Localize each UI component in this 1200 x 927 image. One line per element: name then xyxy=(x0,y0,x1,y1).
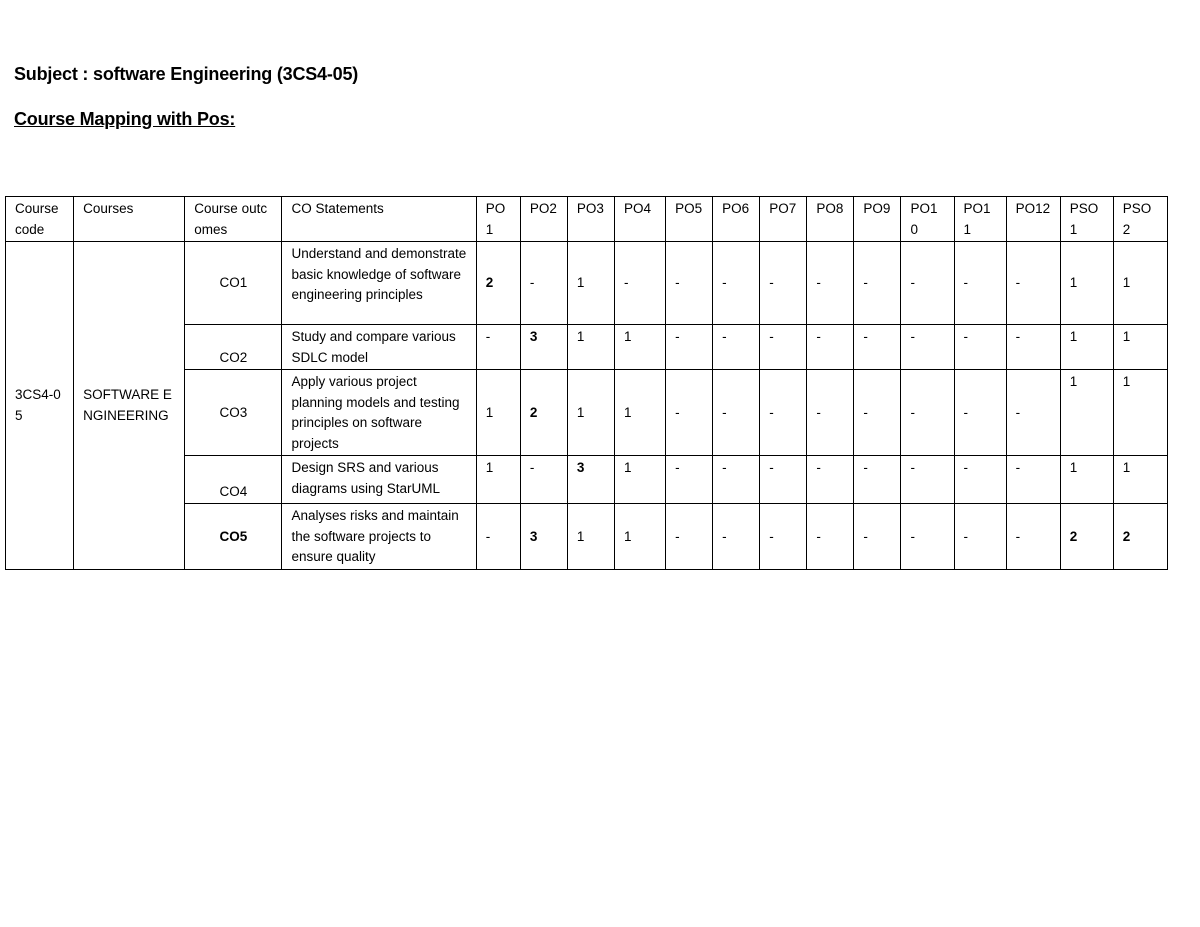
po1-cell: 1 xyxy=(476,456,520,504)
po4-cell: - xyxy=(615,242,666,325)
po10-cell: - xyxy=(901,456,954,504)
po5-cell: - xyxy=(666,242,713,325)
po1-cell: 1 xyxy=(476,370,520,456)
statement-cell: Design SRS and various diagrams using StarUML xyxy=(282,456,476,504)
statement-cell: Understand and demonstrate basic knowledge of software engineering principles xyxy=(282,242,476,325)
header-row xyxy=(6,197,1168,242)
po5-cell: - xyxy=(666,504,713,570)
outcome-cell: CO4 xyxy=(185,456,282,504)
po2-cell: - xyxy=(520,456,567,504)
po5-cell: - xyxy=(666,370,713,456)
header-po2: PO2 xyxy=(520,197,567,242)
po3-cell: 3 xyxy=(567,456,614,504)
header-po1: PO1 xyxy=(476,197,520,242)
po4-cell: 1 xyxy=(615,504,666,570)
header-po6: PO6 xyxy=(713,197,760,242)
po3-cell: 1 xyxy=(567,370,614,456)
course-mapping-table xyxy=(5,196,1168,570)
pso2-cell: 1 xyxy=(1113,242,1167,325)
outcome-cell: CO3 xyxy=(185,370,282,456)
pso1-cell: 1 xyxy=(1060,456,1113,504)
header-po5: PO5 xyxy=(666,197,713,242)
po7-cell: - xyxy=(760,456,807,504)
po10-cell: - xyxy=(901,242,954,325)
header-po11: PO11 xyxy=(954,197,1006,242)
po12-cell: - xyxy=(1006,242,1060,325)
outcome-cell: CO1 xyxy=(185,242,282,325)
po2-cell: 2 xyxy=(520,370,567,456)
po3-cell: 1 xyxy=(567,504,614,570)
header-po10: PO10 xyxy=(901,197,954,242)
po4-cell: 1 xyxy=(615,456,666,504)
header-course-outcomes: Course outcomes xyxy=(185,197,282,242)
po1-cell: - xyxy=(476,504,520,570)
po11-cell: - xyxy=(954,504,1006,570)
po10-cell: - xyxy=(901,504,954,570)
po7-cell: - xyxy=(760,242,807,325)
po12-cell: - xyxy=(1006,325,1060,370)
po11-cell: - xyxy=(954,325,1006,370)
table-row xyxy=(6,242,1168,325)
po6-cell: - xyxy=(713,325,760,370)
po4-cell: 1 xyxy=(615,370,666,456)
po1-cell: 2 xyxy=(476,242,520,325)
po2-cell: 3 xyxy=(520,325,567,370)
po6-cell: - xyxy=(713,370,760,456)
po9-cell: - xyxy=(854,242,901,325)
po2-cell: 3 xyxy=(520,504,567,570)
po11-cell: - xyxy=(954,456,1006,504)
po8-cell: - xyxy=(807,456,854,504)
po7-cell: - xyxy=(760,370,807,456)
po6-cell: - xyxy=(713,242,760,325)
header-po3: PO3 xyxy=(567,197,614,242)
pso1-cell: 1 xyxy=(1060,370,1113,456)
statement-cell: Study and compare various SDLC model xyxy=(282,325,476,370)
po1-cell: - xyxy=(476,325,520,370)
po6-cell: - xyxy=(713,504,760,570)
po12-cell: - xyxy=(1006,504,1060,570)
header-pso2: PSO2 xyxy=(1113,197,1167,242)
po11-cell: - xyxy=(954,242,1006,325)
po9-cell: - xyxy=(854,504,901,570)
mapping-heading: Course Mapping with Pos: xyxy=(14,109,236,129)
po5-cell: - xyxy=(666,325,713,370)
po3-cell: 1 xyxy=(567,325,614,370)
pso2-cell: 1 xyxy=(1113,456,1167,504)
po8-cell: - xyxy=(807,504,854,570)
po2-cell: - xyxy=(520,242,567,325)
pso1-cell: 1 xyxy=(1060,242,1113,325)
po9-cell: - xyxy=(854,456,901,504)
outcome-cell: CO2 xyxy=(185,325,282,370)
header-po4: PO4 xyxy=(615,197,666,242)
po6-cell: - xyxy=(713,456,760,504)
statement-cell: Apply various project planning models and testing principles on software projects xyxy=(282,370,476,456)
po9-cell: - xyxy=(854,370,901,456)
header-courses: Courses xyxy=(74,197,185,242)
outcome-cell: CO5 xyxy=(185,504,282,570)
pso2-cell: 1 xyxy=(1113,325,1167,370)
po11-cell: - xyxy=(954,370,1006,456)
statement-cell: Analyses risks and maintain the software projects to ensure quality xyxy=(282,504,476,570)
pso2-cell: 2 xyxy=(1113,504,1167,570)
po10-cell: - xyxy=(901,370,954,456)
header-co-statements: CO Statements xyxy=(282,197,476,242)
pso1-cell: 2 xyxy=(1060,504,1113,570)
po7-cell: - xyxy=(760,325,807,370)
po5-cell: - xyxy=(666,456,713,504)
pso2-cell: 1 xyxy=(1113,370,1167,456)
course-code-cell: 3CS4-05 xyxy=(6,242,74,570)
subject-title: Subject : software Engineering (3CS4-05) xyxy=(14,64,359,84)
po4-cell: 1 xyxy=(615,325,666,370)
header-pso1: PSO1 xyxy=(1060,197,1113,242)
header-po7: PO7 xyxy=(760,197,807,242)
po8-cell: - xyxy=(807,370,854,456)
po3-cell: 1 xyxy=(567,242,614,325)
header-po12: PO12 xyxy=(1006,197,1060,242)
po10-cell: - xyxy=(901,325,954,370)
pso1-cell: 1 xyxy=(1060,325,1113,370)
po12-cell: - xyxy=(1006,456,1060,504)
course-name-cell: SOFTWARE ENGINEERING xyxy=(74,242,185,570)
po9-cell: - xyxy=(854,325,901,370)
po8-cell: - xyxy=(807,325,854,370)
po7-cell: - xyxy=(760,504,807,570)
po8-cell: - xyxy=(807,242,854,325)
header-course-code: Course code xyxy=(6,197,74,242)
header-po8: PO8 xyxy=(807,197,854,242)
po12-cell: - xyxy=(1006,370,1060,456)
header-po9: PO9 xyxy=(854,197,901,242)
